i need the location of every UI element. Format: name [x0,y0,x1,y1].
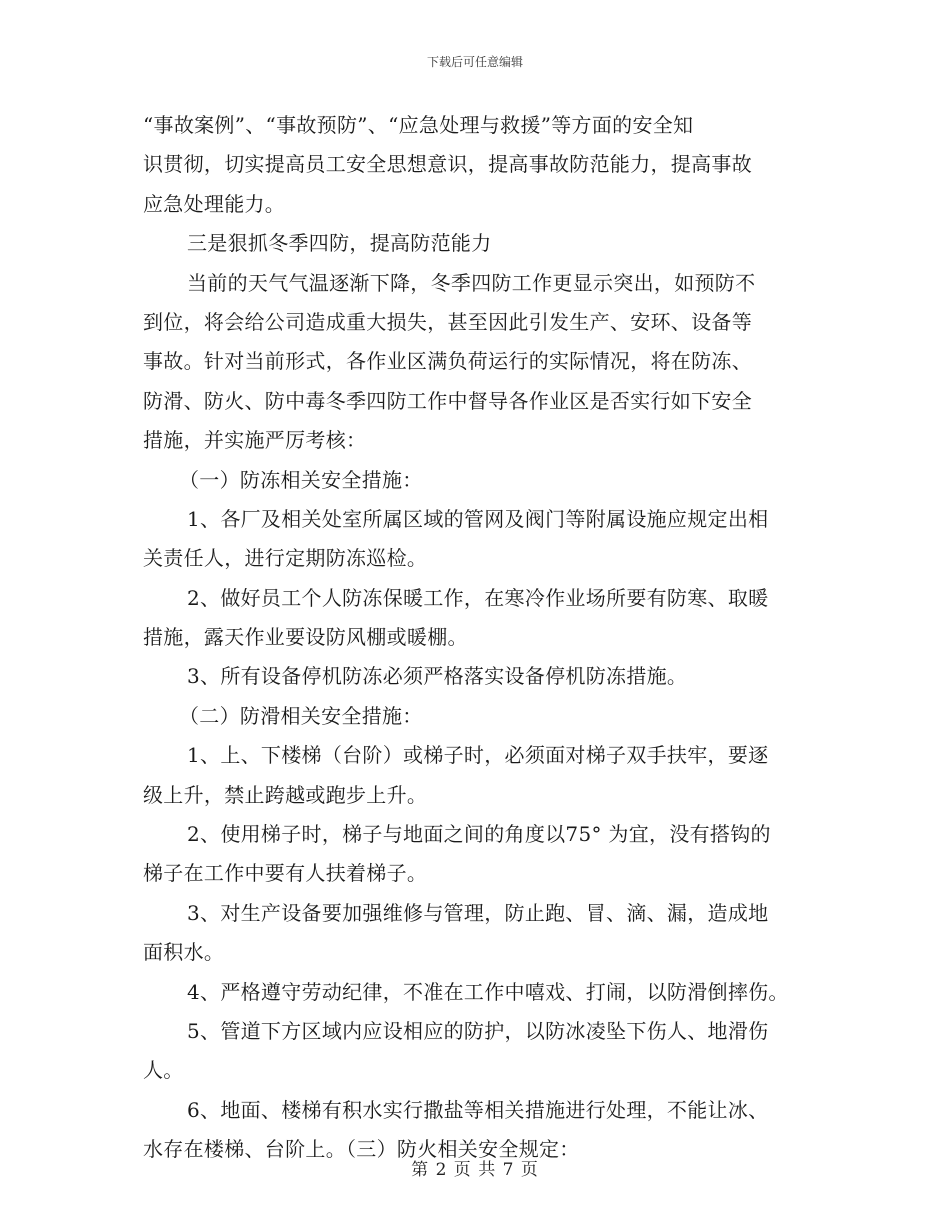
paragraph-line: 应急处理能力。 [143,191,286,216]
list-item-line: 5、管道下方区域内应设相应的防护，以防冰凌坠下伤人、地滑伤 [187,1018,769,1043]
paragraph-line: 当前的天气气温逐渐下降，冬季四防工作更显示突出，如预防不 [187,270,756,295]
page-number-footer: 第 2 页 共 7 页 [411,1160,539,1180]
document-body [143,106,823,1170]
list-item-line: 3、对生产设备要加强维修与管理，防止跑、冒、滴、漏，造成地 [187,900,769,925]
section-heading: 三是狠抓冬季四防，提高防范能力 [187,231,492,256]
paragraph-line: 措施，并实施严厉考核： [143,428,367,453]
list-item-line: 6、地面、楼梯有积水实行撒盐等相关措施进行处理，不能让冰、 [187,1097,769,1122]
list-item-line: 关责任人，进行定期防冻巡检。 [143,546,428,571]
page-header: 下载后可任意编辑 [426,55,523,69]
list-item-line: 3、所有设备停机防冻必须严格落实设备停机防冻措施。 [187,664,688,689]
list-item-line: 水存在楼梯、台阶上。（三）防火相关安全规定： [143,1137,580,1162]
subsection-heading: （一）防冻相关安全措施： [179,467,423,492]
paragraph-line: 到位，将会给公司造成重大损失，甚至因此引发生产、安环、设备等 [143,309,752,334]
list-item-line: 4、严格遵守劳动纪律，不准在工作中嘻戏、打闹，以防滑倒摔伤。 [187,979,789,1004]
list-item-line: 梯子在工作中要有人扶着梯子。 [143,861,428,886]
list-item-line: 级上升，禁止跨越或跑步上升。 [143,782,428,807]
paragraph-line: 防滑、防火、防中毒冬季四防工作中督导各作业区是否实行如下安全 [143,388,752,413]
list-item-line: 2、使用梯子时，梯子与地面之间的角度以75° 为宜，没有搭钩的 [187,822,771,847]
paragraph-line: “事故案例”、“事故预防”、“应急处理与救援”等方面的安全知 [143,113,694,137]
list-item-line: 面积水。 [143,940,225,965]
subsection-heading: （二）防滑相关安全措施： [179,703,423,728]
list-item-line: 1、上、下楼梯（台阶）或梯子时，必须面对梯子双手扶牢，要逐 [187,743,769,768]
list-item-line: 1、各厂及相关处室所属区域的管网及阀门等附属设施应规定出相 [187,506,769,531]
list-item-line: 人。 [143,1058,184,1083]
paragraph-line: 识贯彻，切实提高员工安全思想意识，提高事故防范能力，提高事故 [143,152,752,177]
list-item-line: 措施，露天作业要设防风棚或暖棚。 [143,625,468,650]
list-item-line: 2、做好员工个人防冻保暖工作，在寒冷作业场所要有防寒、取暖 [187,585,769,610]
paragraph-line: 事故。针对当前形式，各作业区满负荷运行的实际情况，将在防冻、 [143,349,752,374]
